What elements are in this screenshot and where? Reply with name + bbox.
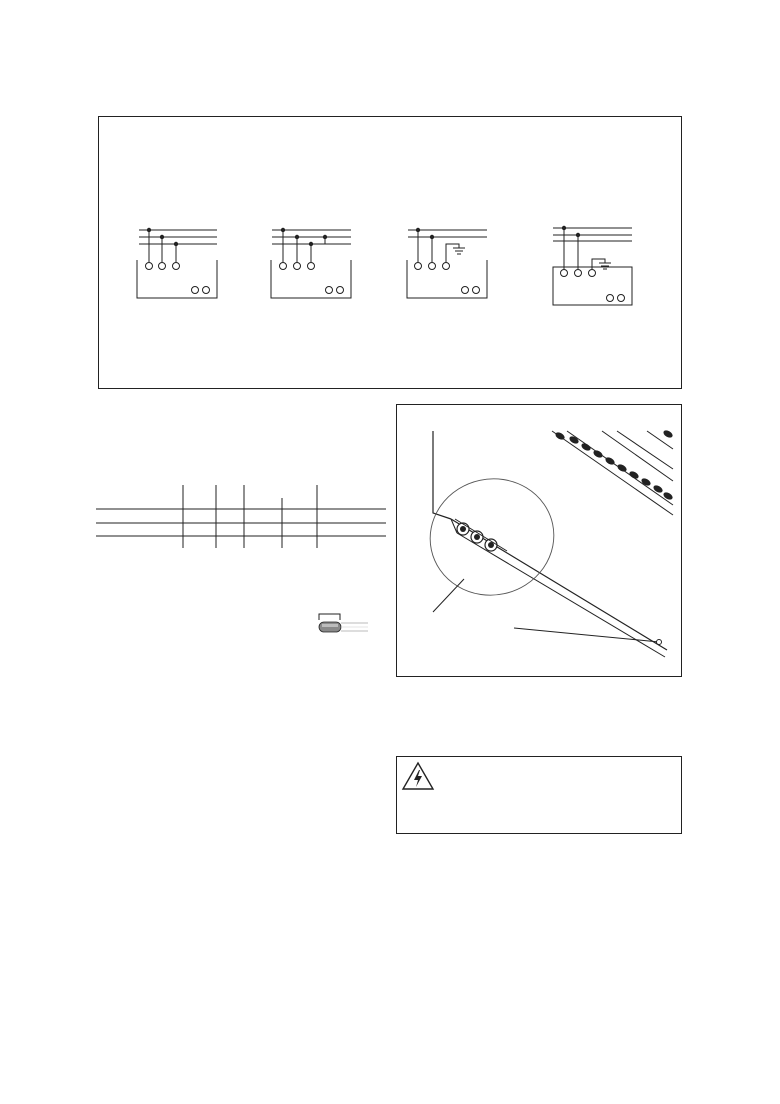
wiring-diagram-panel xyxy=(98,116,682,389)
lightning-warning-icon xyxy=(401,761,435,791)
wiring-diagram-2 xyxy=(271,228,351,298)
wiring-diagram-1 xyxy=(137,228,217,298)
table-lines-svg xyxy=(96,480,388,552)
device-svg xyxy=(397,405,683,678)
wiring-diagram-3 xyxy=(407,228,487,298)
connector-group xyxy=(455,519,507,551)
wiring-diagram-4 xyxy=(553,226,632,305)
device-illustration-panel xyxy=(396,404,682,677)
warning-box xyxy=(396,756,682,834)
stripped-cable-illustration xyxy=(316,611,372,637)
wiring-diagrams-svg xyxy=(99,117,683,390)
cable-svg xyxy=(316,611,372,637)
specification-table xyxy=(96,480,388,552)
detail-highlight-ellipse xyxy=(419,467,564,606)
